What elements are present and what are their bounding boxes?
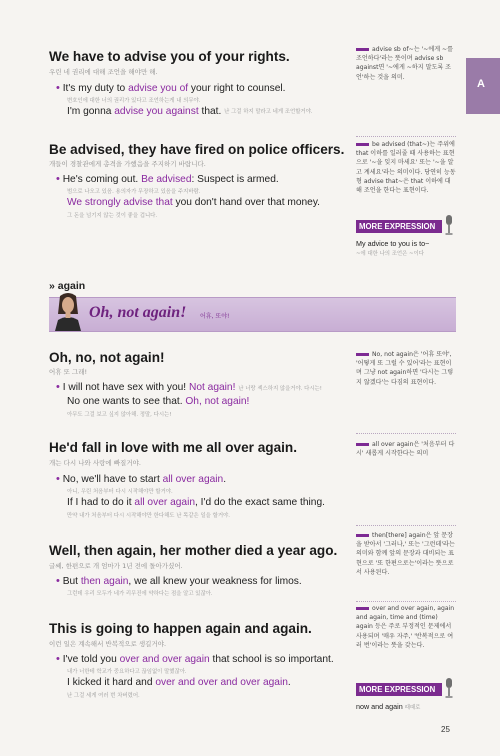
- banner-translation: 어휴, 또야!: [200, 313, 230, 320]
- heading-be-advised: Be advised, they have fired on police officers.: [49, 142, 345, 157]
- divider: [356, 525, 456, 526]
- heading-not-again: Oh, no, not again!: [49, 350, 165, 365]
- example-translation: 난 너랑 섹스하지 않을거야. 다시는!: [238, 386, 322, 392]
- example-translation: 난 그걸 세게 여러 번 차버렸어.: [67, 693, 140, 699]
- microphone-icon: [443, 677, 455, 699]
- more-expression-text: My advice to you is to~: [356, 239, 430, 248]
- heading-translation: 글쎄, 한편으로 개 엄마가 1년 전에 돌아가셨어.: [49, 562, 183, 570]
- more-expression-bar: MORE EXPRESSION: [356, 683, 442, 696]
- heading-translation: 개들이 경찰관에게 총격을 가했음을 주지하기 바랍니다.: [49, 160, 206, 168]
- example-sentence: • But then again, we all knew your weakness for limos.: [56, 575, 302, 587]
- heading-translation: 어휴 또 그래!: [49, 368, 88, 376]
- side-note: advise sb of~는 '~에게 ~를 조언하다'라는 뜻이며 advise sb against면 '~에게 ~하지 말도록 조언'하는 것을 의미.: [356, 46, 454, 81]
- divider: [356, 601, 456, 602]
- heading-then-again: Well, then again, her mother died a year ago.: [49, 543, 338, 558]
- more-expression-text: now and again 때때로: [356, 702, 421, 711]
- heading-translation: 이런 일은 계속해서 반복적으로 생길거야.: [49, 640, 167, 648]
- example-sentence: We strongly advise that you don't hand over that money.: [67, 197, 321, 208]
- divider: [356, 136, 456, 137]
- person-photo: [52, 292, 84, 331]
- side-note: be advised (that~)는 주위에 that 이하를 일러줄 때 사용하는 표현으로 '~을 잊지 마세요' 또는 '~을 알고 계세요'라는 의미이다. 당연히 능동형 advise that~은 that 이하에 대해 조언을 한다는 표현이다.: [356, 141, 456, 195]
- chapter-tab-letter: A: [477, 78, 485, 90]
- banner-title: Oh, not again!: [89, 304, 187, 321]
- heading-translation: 우린 네 권리에 대해 조언을 해야만 해.: [49, 68, 158, 76]
- example-sentence: • I've told you over and over again that school is so important.: [56, 653, 334, 665]
- heading-translation: 개는 다시 나와 사랑에 빠질거야.: [49, 459, 141, 467]
- example-translation: 아니, 우린 처음부터 다시 시작해야만 할거야.: [67, 489, 173, 495]
- page-number: 25: [441, 725, 450, 734]
- example-sentence: • He's coming out. Be advised: Suspect is armed.: [56, 173, 279, 185]
- example-sentence: I'm gonna advise you against that. 난 그걸 하지 말라고 네게 조언할거야.: [67, 106, 313, 117]
- section-label: » again: [49, 280, 86, 292]
- example-translation: 변호인에 대한 너의 권리가 있다고 조언하는게 내 의무야.: [67, 98, 201, 104]
- example-sentence: No one wants to see that. Oh, not again!: [67, 396, 250, 407]
- example-sentence: I kicked it hard and over and over and over again.: [67, 677, 291, 688]
- heading-again-and-again: This is going to happen again and again.: [49, 621, 312, 636]
- more-expression-translation: ~에 대한 나의 조언은 ~이다: [356, 251, 424, 257]
- more-expression-translation: 때때로: [404, 705, 421, 711]
- divider: [356, 433, 456, 434]
- example-translation: 그 돈을 넘기지 않는 것이 좋을 겁니다.: [67, 213, 158, 219]
- heading-all-over-again: He'd fall in love with me all over again.: [49, 440, 297, 455]
- example-translation: 범으로 나오고 있음. 용의자가 무장하고 있음을 주지바람.: [67, 189, 201, 195]
- example-translation: 내가 너한테 학교가 중요하다고 끊임없이 말했잖아.: [67, 669, 187, 675]
- side-note: all over again은 '처음부터 다시' 새롭게 시작한다는 의미: [356, 441, 455, 458]
- side-note: over and over again, again and again, time and (time) again 등은 주로 부정적인 문제에서 사용되며 '매우 자주,' '반복적으로 여러 번'이라는 뜻을 갖는다.: [356, 605, 455, 649]
- example-translation: 그런데 우리 모두가 네가 리무진에 약하다는 점을 알고 있잖아.: [67, 591, 213, 597]
- section-banner: [49, 297, 456, 332]
- side-note: No, not again은 '어휴 또야', '어떻게 또 그럴 수 있어'라는 표현이며 그냥 not again하면 '다시는 그렇지 않겠다'는 다짐의 표현이다.: [356, 351, 454, 386]
- side-note: then[there] again은 앞 문장을 받아서 '그러나,' 또는 '그런데'라는 의미와 함께 앞의 문장과 대비되는 표현으로 '또 한편으로는'이라는 뜻으로서 사용된다.: [356, 532, 455, 576]
- example-sentence: • It's my duty to advise you of your right to counsel.: [56, 82, 286, 94]
- example-sentence: • I will not have sex with you! Not again! 난 너랑 섹스하지 않을거야. 다시는!: [56, 381, 322, 393]
- example-translation: 아무도 그걸 보고 싶지 않아해. 정말, 다시는!: [67, 412, 172, 418]
- example-translation: 난 그걸 하지 말라고 네게 조언할거야.: [224, 109, 313, 115]
- chapter-tab: [466, 58, 500, 114]
- more-expression-bar: MORE EXPRESSION: [356, 220, 442, 233]
- example-sentence: If I had to do it all over again, I'd do the exact same thing.: [67, 497, 325, 508]
- microphone-icon: [443, 214, 455, 236]
- example-translation: 만약 내가 처음부터 다시 시작해야만 한다해도 난 똑같은 일을 할거야.: [67, 513, 230, 519]
- heading-advise-rights: We have to advise you of your rights.: [49, 49, 290, 64]
- example-sentence: • No, we'll have to start all over again.: [56, 473, 227, 485]
